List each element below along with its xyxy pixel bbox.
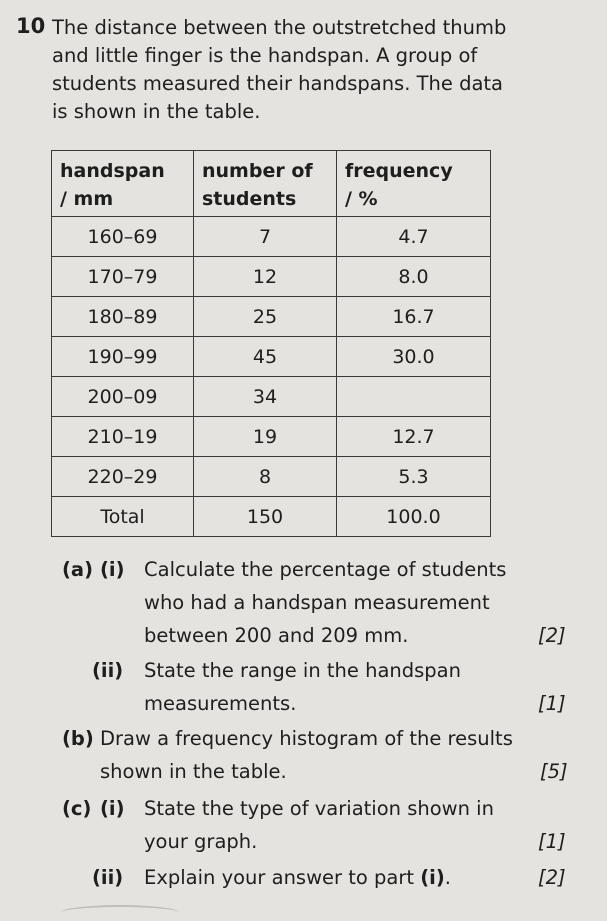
- table-row: [52, 297, 491, 337]
- intro-line: is shown in the table.: [52, 100, 261, 123]
- cell-range: 210–19: [52, 417, 194, 457]
- part-a-ii-marks: [1]: [538, 692, 566, 715]
- part-c-i-marks: [1]: [538, 830, 566, 853]
- part-c-label: (c): [62, 797, 92, 820]
- part-a-label: (a): [62, 558, 93, 581]
- question-number: 10: [16, 14, 46, 38]
- part-a-i-label: (i): [100, 558, 125, 581]
- cell-count: 34: [194, 377, 337, 417]
- cell-total-frequency: 100.0: [337, 497, 491, 537]
- part-a-ii-label: (ii): [92, 659, 124, 682]
- header-handspan: handspan / mm: [52, 151, 194, 217]
- handspan-table: [51, 150, 491, 537]
- cell-frequency: 30.0: [337, 337, 491, 377]
- cell-frequency: 8.0: [337, 257, 491, 297]
- cell-count: 12: [194, 257, 337, 297]
- cut-off-text-fragment: [60, 905, 180, 921]
- cell-count: 7: [194, 217, 337, 257]
- part-b-text: Draw a frequency histogram of the results shown in the table.: [100, 727, 513, 783]
- part-b-label: (b): [62, 727, 94, 750]
- header-frequency: frequency / %: [337, 151, 491, 217]
- cell-range: 200–09: [52, 377, 194, 417]
- cell-count: 45: [194, 337, 337, 377]
- header-number-of-students: number of students: [194, 151, 337, 217]
- cell-frequency: 12.7: [337, 417, 491, 457]
- cell-frequency: 5.3: [337, 457, 491, 497]
- cell-range: 180–89: [52, 297, 194, 337]
- cell-count: 8: [194, 457, 337, 497]
- table-total-row: [52, 497, 491, 537]
- part-a-i-text: Calculate the percentage of students who had a handspan measurement between 200 and 209 mm.: [144, 558, 507, 647]
- cell-range: 170–79: [52, 257, 194, 297]
- cell-range: 220–29: [52, 457, 194, 497]
- table-row: [52, 377, 491, 417]
- cell-count: 19: [194, 417, 337, 457]
- cell-range: 160–69: [52, 217, 194, 257]
- table-header-row: [52, 151, 491, 217]
- table-row: [52, 337, 491, 377]
- cell-frequency: 4.7: [337, 217, 491, 257]
- intro-line: students measured their handspans. The data: [52, 72, 503, 95]
- part-c-i-text: State the type of variation shown in your graph.: [144, 797, 494, 853]
- cell-frequency: 16.7: [337, 297, 491, 337]
- table-row: [52, 417, 491, 457]
- intro-line: The distance between the outstretched thumb: [52, 16, 507, 39]
- part-c-i-label: (i): [100, 797, 125, 820]
- table-row: [52, 457, 491, 497]
- cell-count: 25: [194, 297, 337, 337]
- intro-line: and little finger is the handspan. A group of: [52, 44, 478, 67]
- cell-frequency-blank: [337, 377, 491, 417]
- question-intro: [52, 14, 572, 126]
- cell-total-count: 150: [194, 497, 337, 537]
- part-a-i-marks: [2]: [538, 624, 566, 647]
- cell-range: 190–99: [52, 337, 194, 377]
- table-row: [52, 257, 491, 297]
- cell-total-label: Total: [52, 497, 194, 537]
- part-a-ii-text: State the range in the handspan measurements.: [144, 659, 461, 715]
- part-c-ii-label: (ii): [92, 866, 124, 889]
- part-c-ii-text: Explain your answer to part (i).: [144, 866, 451, 889]
- table-row: [52, 217, 491, 257]
- part-c-ii-marks: [2]: [538, 866, 566, 889]
- part-b-marks: [5]: [540, 760, 568, 783]
